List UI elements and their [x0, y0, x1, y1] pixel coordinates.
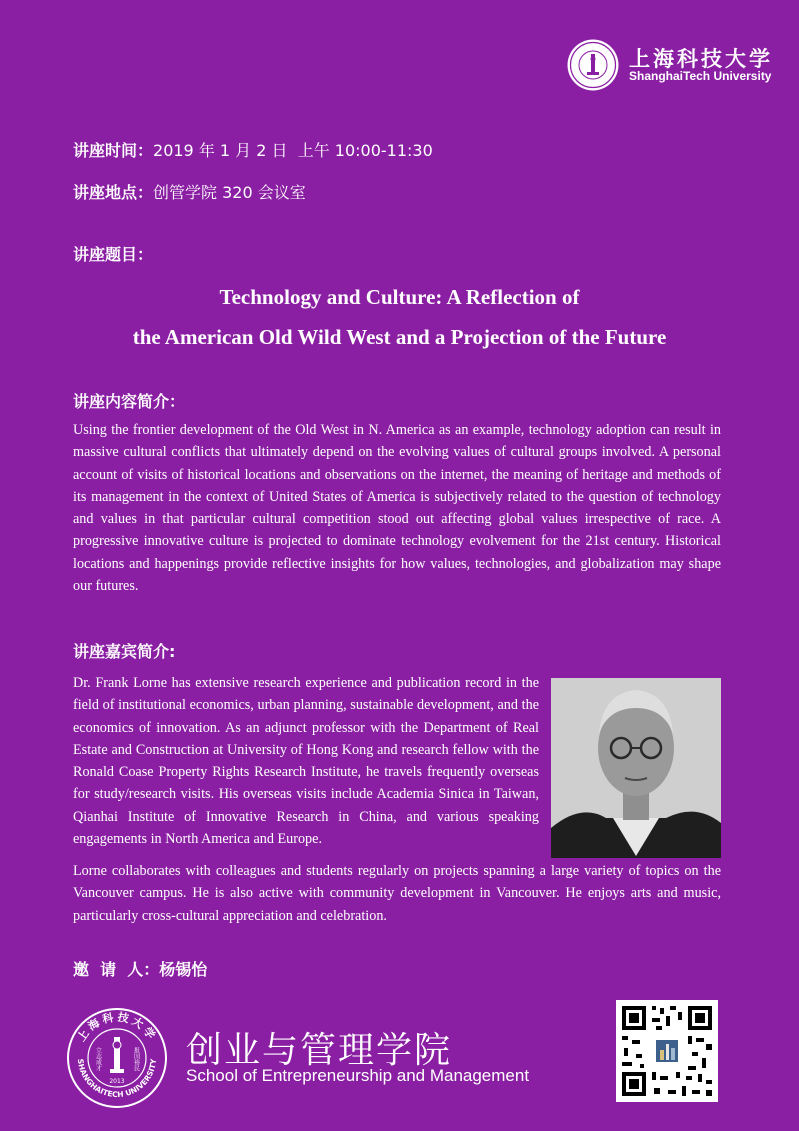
lecture-title-line-2: the American Old Wild West and a Projection of the Future: [132, 325, 667, 349]
inviter: [73, 957, 207, 980]
speaker-bio-part-2: Lorne collaborates with colleagues and students regularly on projects spanning a large variety of topics on the Vancouver campus. He is also active with community development in Vancouver. He enjoys arts and music, particularly cross-cultural appreciation and celebration.: [73, 863, 721, 924]
lecture-time: [73, 138, 433, 161]
seal-motto-left: 立志成才: [94, 1047, 102, 1071]
inviter-label: 邀 请 人：: [73, 960, 160, 979]
university-logo: [566, 38, 620, 92]
abstract-text: Using the frontier development of the Old West in N. America as an example, technology adoption can result in massive cultural conflicts that ultimately depend on the evolving values of cultural groups involved. A personal account of visits of historical locations and observations on the internet, the meaning of heritage and methods of its management in the context of United States of America is subjectively related to the question of technology and values in that particular cultural competition stood out affecting global values irrespective of race. A progressive innovative culture is projected to dominate technology evolvement for the 21st century. Historical locations and happenings provide reflective insights for how values, technologies, and globalization may shape our futures.: [73, 422, 721, 595]
speaker-portrait-icon: [551, 678, 721, 858]
lecture-time-label: 讲座时间：: [73, 141, 154, 160]
abstract-label: 讲座内容简介：: [73, 392, 186, 411]
university-seal-icon: [566, 38, 620, 92]
lecture-time-value: 2019 年 1 月 2 日 上午 10:00-11:30: [153, 141, 433, 160]
speaker-bio-part-1: Dr. Frank Lorne has extensive research experience and publication record in the field of institutional economics, urban planning, sustainable development, and the economics of innovation. As an adjunct professor with the Department of Real Estate and Construction at University of Hong Kong and research fellow with the Ronald Coase Property Rights Research Institute, he travels frequently overseas for study/research visits. His overseas visits include Academia Sinica in Taiwan, Qianhai Institute of Innovative Research in China, and various speaking engagements in North America and Europe.: [73, 675, 539, 848]
university-seal: [66, 1007, 168, 1109]
qr-code[interactable]: [616, 1000, 718, 1102]
school-name-cn: 创业与管理学院: [186, 1030, 453, 1071]
speaker-label: 讲座嘉宾简介:: [73, 642, 176, 661]
university-name-cn: 上海科技大学: [629, 47, 773, 71]
lecture-place-value: 创管学院 320 会议室: [153, 183, 306, 202]
lecture-place: [73, 180, 306, 203]
seal-text-top: 上海科技大学: [74, 1010, 160, 1044]
speaker-photo: [551, 678, 721, 858]
school-name-en: School of Entrepreneurship and Management: [186, 1066, 530, 1085]
seal-motto-right: 报国裕民: [132, 1047, 140, 1071]
lecture-title-line-1: Technology and Culture: A Reflection of: [219, 285, 580, 309]
university-seal-large-icon: [66, 1007, 168, 1109]
seal-year: 2013: [109, 1078, 125, 1085]
inviter-name: 杨锡怡: [159, 960, 208, 979]
lecture-place-label: 讲座地点：: [73, 183, 154, 202]
lecture-topic-label: 讲座题目：: [73, 245, 154, 264]
university-name-en: ShanghaiTech University: [629, 69, 772, 83]
seal-text-bottom: SHANGHAITECH UNIVERSITY: [75, 1058, 159, 1100]
qr-code-icon: [616, 1000, 718, 1102]
